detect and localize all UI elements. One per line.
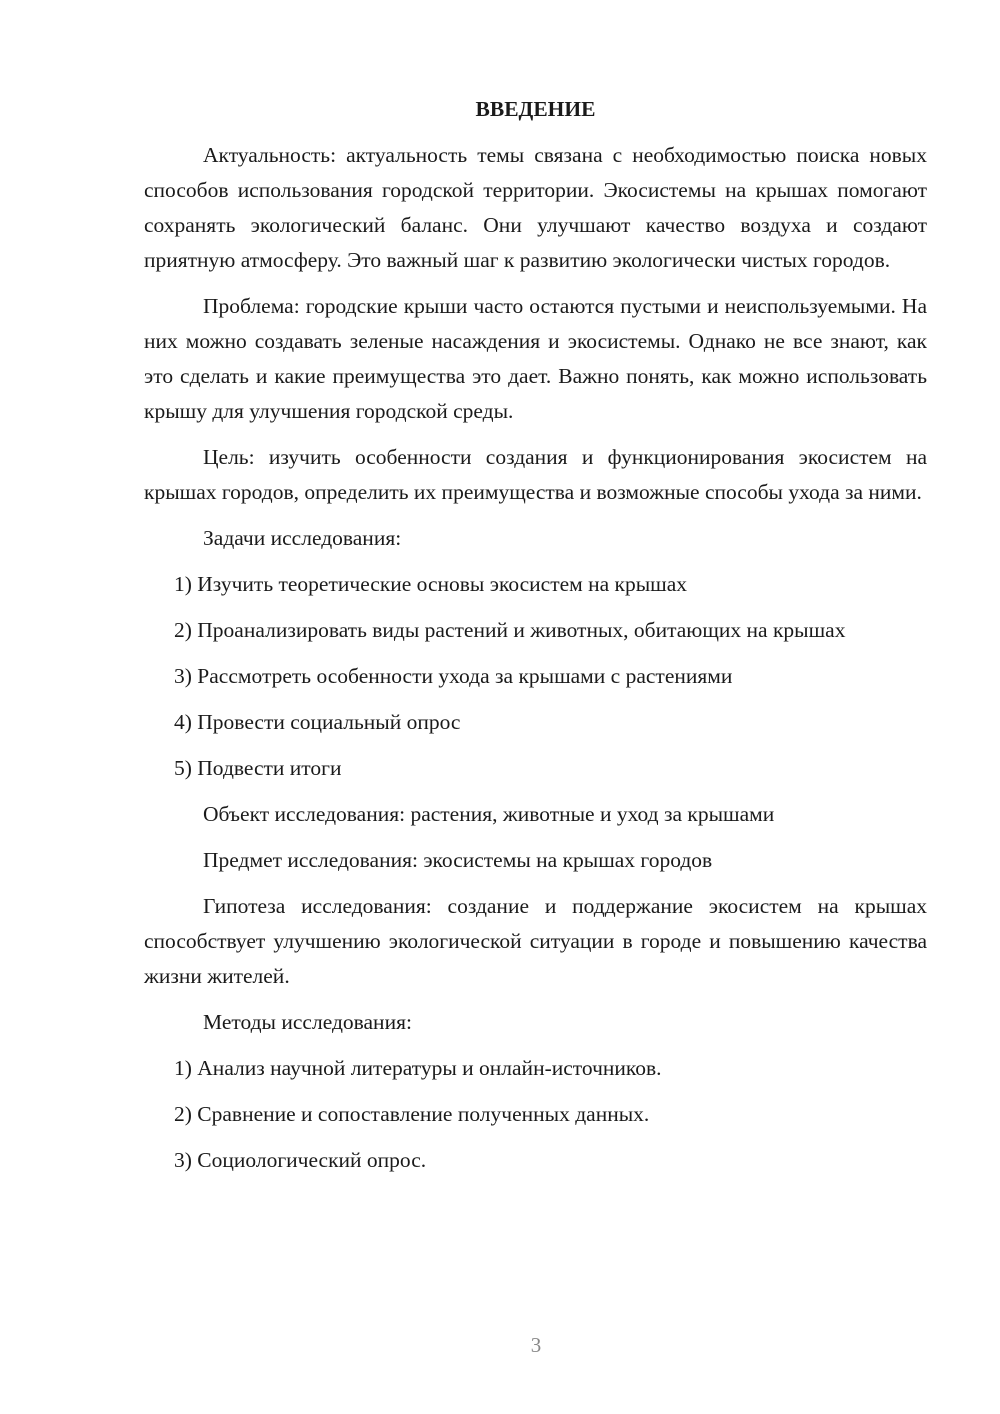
page-title: ВВЕДЕНИЕ [475, 97, 596, 121]
method-item-3: 3) Социологический опрос. [174, 1148, 427, 1172]
task-item-1: 1) Изучить теоретические основы экосистем на крышах [174, 572, 688, 596]
task-item-4: 4) Провести социальный опрос [174, 710, 461, 734]
task-item-3: 3) Рассмотреть особенности ухода за крышами с растениями [174, 664, 733, 688]
task-item-2: 2) Проанализировать виды растений и животных, обитающих на крышах [174, 618, 846, 642]
relevance-paragraph: Актуальность: актуальность темы связана с необходимостью поиска новых способов использования городской территории. Экосистемы на крышах помогают сохранять экологический баланс. Они улучшают качество воздуха и создают приятную атмосферу. Это важный шаг к развитию экологически чистых городов. [144, 143, 927, 272]
research-object: Объект исследования: растения, животные и уход за крышами [203, 802, 775, 826]
goal-paragraph: Цель: изучить особенности создания и функционирования экосистем на крышах городов, определить их преимущества и возможные способы ухода за ними. [144, 445, 927, 504]
hypothesis-paragraph: Гипотеза исследования: создание и поддержание экосистем на крышах способствует улучшению экологической ситуации в городе и повышению качества жизни жителей. [144, 894, 927, 988]
method-item-2: 2) Сравнение и сопоставление полученных данных. [174, 1102, 650, 1126]
document-page [144, 92, 927, 1189]
research-subject: Предмет исследования: экосистемы на крышах городов [203, 848, 713, 872]
methods-heading: Методы исследования: [203, 1010, 412, 1034]
problem-paragraph: Проблема: городские крыши часто остаются пустыми и неиспользуемыми. На них можно создавать зеленые насаждения и экосистемы. Однако не все знают, как это сделать и какие преимущества это дает. Важно понять, как можно использовать крышу для улучшения городской среды. [144, 294, 927, 423]
method-item-1: 1) Анализ научной литературы и онлайн-источников. [174, 1056, 662, 1080]
task-item-5: 5) Подвести итоги [174, 756, 342, 780]
tasks-heading: Задачи исследования: [203, 526, 402, 550]
page-number: 3 [530, 1333, 542, 1357]
